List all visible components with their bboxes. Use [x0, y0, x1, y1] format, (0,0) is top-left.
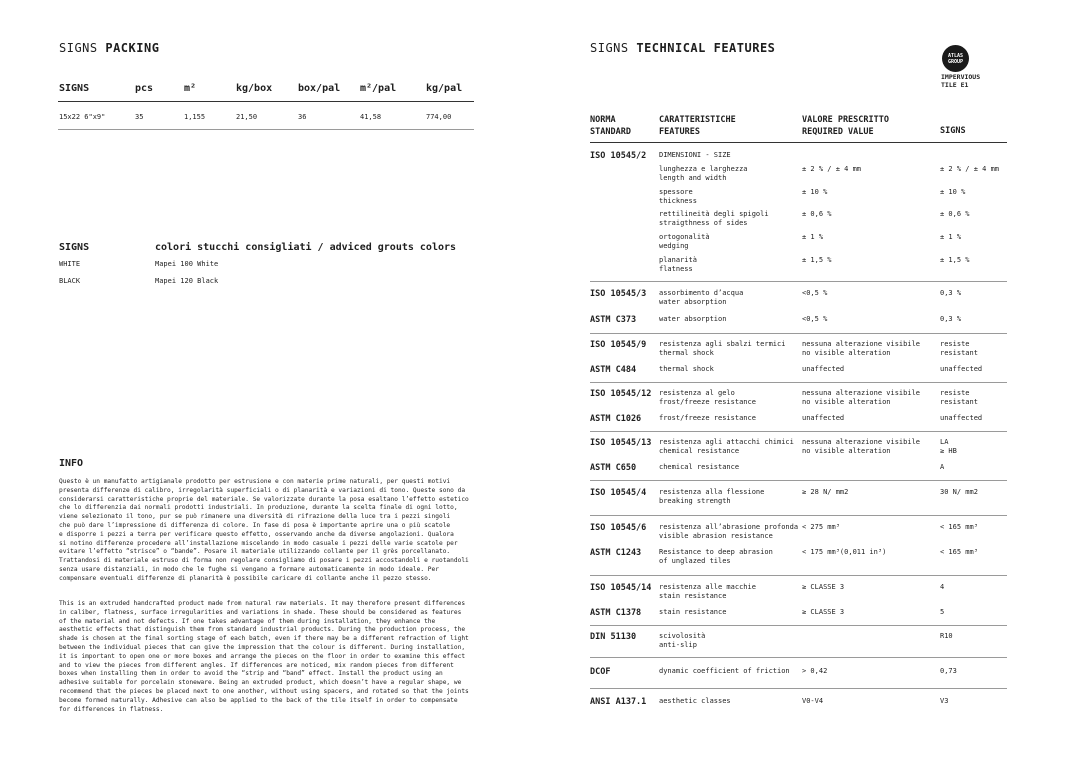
- standard-code: ISO 10545/13: [590, 438, 652, 448]
- standard-code: ASTM C373: [590, 315, 637, 325]
- standard-code: ASTM C650: [590, 463, 637, 473]
- info-text-italian: Questo è un manufatto artigianale prodotto per estrusione e con materie prime naturali, per questi motivi presenta differenze di calibro, irregolarità superficiali o di planarità e variazioni di tono. Queste sono da considerarsi caratteristiche proprie del materiale. Se valorizzate durante la posa esaltano l’effetto estetico che lo differenzia dai normali prodotti industriali. In produzione, durante la scelta finale di ogni lotto, viene selezionato il tono, pur se può rimanere una diversità di rifrazione della luce tra i pezzi singoli che può dare l’impressione di differenza di colore. In fase di posa è importante aprire una o più scatole e disporre i pezzi a terra per verificare questo effetto, osservando anche da diverse angolazioni. Qualora si notino differenze procedere all’installazione miscelando in modo casuale i pezzi delle varie scatole per evitare l’effetto “strisce” o “bande”. Posare il materiale utilizzando collante per il grès porcellanato. Trattandosi di materiale estruso di forma non regolare consigliamo di posare i pezzi accostandoli e ruotandoli senza usare distanziali, in modo che le fughe si vengano a formare automaticamente in modo ideale. Per compensare eventuali differenze di planarità è possibile caricare di collante anche il pezzo stesso.: [59, 478, 469, 582]
- header-norma-it: NORMA: [590, 115, 616, 125]
- header-norma-en: STANDARD: [590, 127, 631, 137]
- tech-row-rule: [590, 480, 1007, 481]
- feature-label: assorbimento d’acqua water absorption: [659, 289, 744, 306]
- feature-label: thermal shock: [659, 365, 714, 373]
- required-value: ± 10 %: [802, 188, 828, 196]
- feature-label: dynamic coefficient of friction: [659, 667, 790, 675]
- feature-label: Resistance to deep abrasion of unglazed tiles: [659, 548, 773, 565]
- required-value: ± 1 %: [802, 233, 824, 241]
- impervious-label: [941, 73, 980, 89]
- packing-row-rule: [58, 129, 474, 130]
- info-title: INFO: [59, 458, 84, 469]
- standard-code: ISO 10545/12: [590, 389, 652, 399]
- packing-cell: 1,155: [184, 113, 206, 121]
- grout-sign: WHITE: [59, 260, 81, 268]
- header-signs: SIGNS: [940, 126, 966, 136]
- header-required: [802, 114, 889, 138]
- feature-label: frost/freeze resistance: [659, 414, 756, 422]
- required-value: nessuna alterazione visibile no visible alteration: [802, 389, 921, 406]
- feature-label: aesthetic classes: [659, 697, 731, 705]
- signs-value: R10: [940, 632, 953, 640]
- impervious-line-1: IMPERVIOUS: [941, 73, 981, 81]
- header-features: [659, 114, 736, 138]
- standard-code: ISO 10545/9: [590, 340, 647, 350]
- signs-value: ± 1,5 %: [940, 256, 970, 264]
- grouts-header-signs: SIGNS: [59, 242, 90, 253]
- packing-col-header: pcs: [135, 83, 154, 94]
- tech-row-rule: [590, 333, 1007, 334]
- standard-code: ASTM C1026: [590, 414, 642, 424]
- packing-title: [59, 41, 159, 55]
- packing-col-header: SIGNS: [59, 83, 90, 94]
- feature-label: resistenza agli attacchi chimici chemical resistance: [659, 438, 794, 455]
- packing-cell: 21,50: [236, 113, 258, 121]
- feature-label: planarità flatness: [659, 256, 697, 273]
- feature-label: spessore thickness: [659, 188, 697, 205]
- feature-label: resistenza agli sbalzi termici thermal shock: [659, 340, 786, 357]
- feature-label: scivolosità anti-slip: [659, 632, 706, 649]
- signs-value: 4: [940, 583, 945, 591]
- grouts-header-colors: colori stucchi consigliati / adviced grouts colors: [155, 242, 457, 253]
- tech-row-rule: [590, 515, 1007, 516]
- packing-col-header: m²: [184, 83, 197, 94]
- required-value: unaffected: [802, 365, 845, 373]
- signs-value: LA ≥ HB: [940, 438, 957, 455]
- tech-row-rule: [590, 431, 1007, 432]
- feature-label: resistenza alla flessione breaking strength: [659, 488, 765, 505]
- tech-row-rule: [590, 382, 1007, 383]
- signs-value: resiste resistant: [940, 340, 978, 357]
- standard-code: ISO 10545/2: [590, 151, 647, 161]
- impervious-line-2: TILE E1: [941, 81, 969, 89]
- standard-code: ISO 10545/14: [590, 583, 652, 593]
- signs-value: V3: [940, 697, 949, 705]
- technical-title-light: SIGNS: [590, 41, 629, 55]
- signs-value: ± 10 %: [940, 188, 966, 196]
- signs-value: A: [940, 463, 945, 471]
- header-features-en: FEATURES: [659, 127, 700, 137]
- tech-header-rule: [590, 142, 1007, 143]
- packing-cell: 774,00: [426, 113, 452, 121]
- standard-code: DCOF: [590, 667, 611, 677]
- grout-color: Mapei 120 Black: [155, 277, 219, 285]
- required-value: <0,5 %: [802, 289, 828, 297]
- technical-title: [590, 41, 775, 55]
- feature-label: ortogonalità wedging: [659, 233, 710, 250]
- header-norma: [590, 114, 631, 138]
- required-value: ≥ 28 N/ mm2: [802, 488, 849, 496]
- info-text-english: This is an extruded handcrafted product made from natural raw materials. It may therefore present differences in caliber, flatness, surface irregularities and variations in shade. These should be considered as features of the material and not defects. If one takes advantage of them during installation, they enhance the aesthetic effects that distinguish them from standard industrial products. During the production process, the shade is chosen at the final sorting stage of each batch, even if there may be a different refraction of light between the individual pieces that can give the impression that the colour is different. During installation, it is important to open one or more boxes and arrange the pieces on the floor in order to examine this effect and to view the pieces from different angles. If differences are noticed, mix random pieces from different boxes when installing them in order to avoid the “strip and “band” effect. Install the product using an adhesive suitable for porcelain stoneware. Being an extruded product, which doesn’t have a regular shape, we recommend that the pieces be placed next to one another, without using spacers, and rotated so that the joints become formed naturally. Adhesive can also be applied to the back of the tile itself in order to compensate for differences in flatness.: [59, 600, 469, 713]
- required-value: nessuna alterazione visibile no visible alteration: [802, 438, 921, 455]
- signs-value: 0,73: [940, 667, 957, 675]
- required-value: ≥ CLASSE 3: [802, 608, 845, 616]
- feature-label: DIMENSIONI - SIZE: [659, 151, 731, 159]
- header-features-it: CARATTERISTICHE: [659, 115, 736, 125]
- signs-value: 0,3 %: [940, 315, 962, 323]
- required-value: ± 1,5 %: [802, 256, 832, 264]
- packing-title-bold: PACKING: [105, 41, 160, 55]
- group-logo: ATLAS GROUP: [942, 45, 969, 72]
- required-value: ≥ CLASSE 3: [802, 583, 845, 591]
- standard-code: ISO 10545/4: [590, 488, 647, 498]
- signs-value: < 165 mm³: [940, 523, 978, 531]
- required-value: unaffected: [802, 414, 845, 422]
- required-value: < 175 mm³(0,011 in³): [802, 548, 887, 556]
- required-value: ± 2 % / ± 4 mm: [802, 165, 862, 173]
- tech-row-rule: [590, 281, 1007, 282]
- packing-cell: 15x22 6"x9": [59, 113, 106, 121]
- tech-row-rule: [590, 688, 1007, 689]
- packing-cell: 36: [298, 113, 307, 121]
- packing-col-header: box/pal: [298, 83, 341, 94]
- required-value: ± 0,6 %: [802, 210, 832, 218]
- required-value: nessuna alterazione visibile no visible alteration: [802, 340, 921, 357]
- tech-row-rule: [590, 625, 1007, 626]
- required-value: <0,5 %: [802, 315, 828, 323]
- feature-label: water absorption: [659, 315, 727, 323]
- standard-code: ANSI A137.1: [590, 697, 647, 707]
- technical-title-bold: TECHNICAL FEATURES: [636, 41, 776, 55]
- packing-cell: 41,58: [360, 113, 382, 121]
- header-required-en: REQUIRED VALUE: [802, 127, 874, 137]
- signs-value: < 165 mm³: [940, 548, 978, 556]
- standard-code: ISO 10545/6: [590, 523, 647, 533]
- feature-label: resistenza alle macchie stain resistance: [659, 583, 756, 600]
- packing-col-header: m²/pal: [360, 83, 397, 94]
- signs-value: 0,3 %: [940, 289, 962, 297]
- signs-value: 30 N/ mm2: [940, 488, 978, 496]
- packing-title-light: SIGNS: [59, 41, 98, 55]
- standard-code: DIN 51130: [590, 632, 637, 642]
- feature-label: resistenza all’abrasione profonda visible abrasion resistance: [659, 523, 799, 540]
- feature-label: rettilineità degli spigoli straigthness of sides: [659, 210, 769, 227]
- packing-header-rule: [58, 101, 474, 102]
- grout-sign: BLACK: [59, 277, 81, 285]
- signs-value: resiste resistant: [940, 389, 978, 406]
- signs-value: unaffected: [940, 365, 983, 373]
- tech-row-rule: [590, 575, 1007, 576]
- tech-row-rule: [590, 657, 1007, 658]
- signs-value: ± 2 % / ± 4 mm: [940, 165, 1000, 173]
- signs-value: unaffected: [940, 414, 983, 422]
- required-value: V0-V4: [802, 697, 824, 705]
- header-required-it: VALORE PRESCRITTO: [802, 115, 889, 125]
- signs-value: ± 1 %: [940, 233, 962, 241]
- required-value: < 275 mm³: [802, 523, 840, 531]
- packing-col-header: kg/pal: [426, 83, 463, 94]
- feature-label: chemical resistance: [659, 463, 740, 471]
- packing-col-header: kg/box: [236, 83, 273, 94]
- signs-value: ± 0,6 %: [940, 210, 970, 218]
- grout-color: Mapei 100 White: [155, 260, 219, 268]
- feature-label: lunghezza e larghezza length and width: [659, 165, 748, 182]
- standard-code: ISO 10545/3: [590, 289, 647, 299]
- signs-value: 5: [940, 608, 945, 616]
- standard-code: ASTM C1378: [590, 608, 642, 618]
- standard-code: ASTM C484: [590, 365, 637, 375]
- standard-code: ASTM C1243: [590, 548, 642, 558]
- feature-label: resistenza al gelo frost/freeze resistance: [659, 389, 756, 406]
- packing-cell: 35: [135, 113, 144, 121]
- feature-label: stain resistance: [659, 608, 727, 616]
- required-value: > 0,42: [802, 667, 828, 675]
